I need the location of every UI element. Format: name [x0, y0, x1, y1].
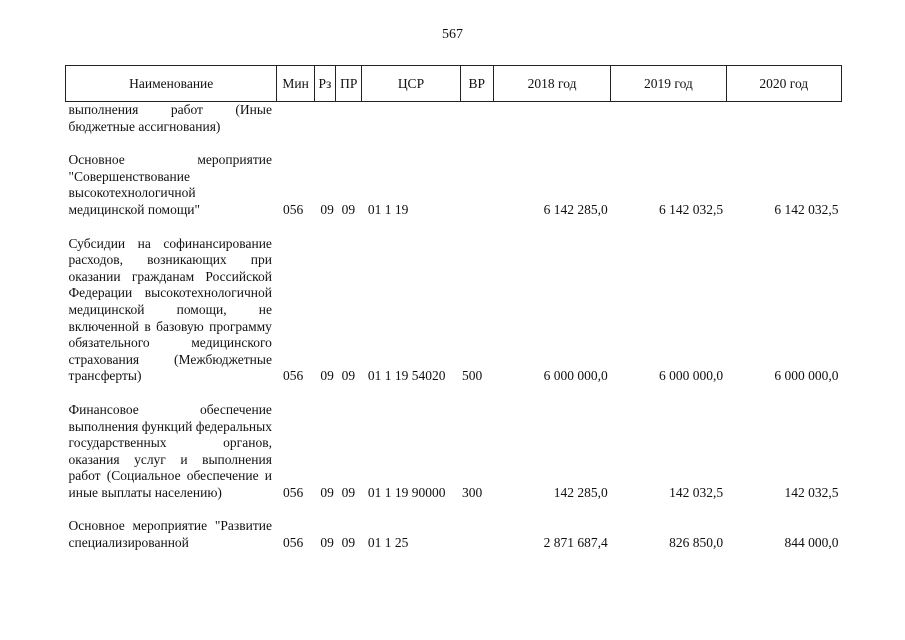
row-2020 — [726, 102, 841, 153]
table-row — [66, 402, 842, 519]
row-2019: 826 850,0 — [669, 535, 724, 551]
row-2018: 142 285,0 — [553, 484, 608, 500]
row-rz — [314, 102, 335, 153]
row-name: Субсидии на софинансирование расходов, возникающих при оказании гражданам Российской Федерации высокотехнологичной медицинской помощи, не включенной в базовую программу обязательного медицинского страхования (Межбюджетные трансферты) — [68, 235, 272, 384]
row-vr: 500 — [462, 368, 483, 384]
row-min: 056 — [282, 535, 304, 551]
header-2019: 2019 год — [611, 66, 726, 102]
row-pr: 09 — [341, 368, 356, 384]
header-vr: ВР — [460, 66, 493, 102]
row-2019: 6 142 032,5 — [658, 201, 724, 217]
budget-table — [65, 65, 842, 552]
table-row — [66, 102, 842, 153]
row-min: 056 — [282, 484, 304, 500]
row-min: 056 — [282, 201, 304, 217]
row-2018: 6 142 285,0 — [543, 201, 608, 217]
row-min — [277, 102, 314, 153]
row-pr: 09 — [341, 201, 356, 217]
row-2019: 142 032,5 — [669, 484, 724, 500]
row-vr — [460, 102, 493, 153]
header-2018: 2018 год — [493, 66, 610, 102]
row-csr: 01 1 19 90000 — [367, 484, 446, 500]
header-rz: Рз — [314, 66, 335, 102]
header-name: Наименование — [66, 66, 277, 102]
row-2018: 2 871 687,4 — [543, 535, 608, 551]
header-2020: 2020 год — [726, 66, 841, 102]
table-header-row — [66, 66, 842, 102]
row-name: Основное мероприятие "Совершенствование высокотехнологичной медицинской помощи" — [68, 152, 272, 217]
table-row — [66, 518, 842, 551]
table-row — [66, 236, 842, 402]
row-pr — [336, 102, 362, 153]
row-name: Основное мероприятие "Развитие специализированной — [68, 518, 272, 551]
row-2020: 6 142 032,5 — [774, 201, 839, 217]
row-2020: 6 000 000,0 — [774, 368, 839, 384]
header-pr: ПР — [336, 66, 362, 102]
row-2018 — [493, 102, 610, 153]
row-pr: 09 — [341, 484, 356, 500]
row-name: Финансовое обеспечение выполнения функций федеральных государственных органов, оказания услуг и выполнения работ (Социальное обеспечение и иные выплаты населению) — [68, 401, 272, 500]
row-rz: 09 — [320, 368, 334, 384]
row-vr — [460, 152, 493, 235]
header-csr: ЦСР — [362, 66, 460, 102]
row-2018: 6 000 000,0 — [543, 368, 608, 384]
row-2019 — [611, 102, 726, 153]
row-csr: 01 1 19 — [367, 201, 409, 217]
row-csr — [362, 102, 460, 153]
row-vr: 300 — [462, 484, 483, 500]
page-number: 567 — [442, 27, 463, 42]
row-rz: 09 — [320, 535, 334, 551]
row-name: выполнения работ (Иные бюджетные ассигнования) — [68, 102, 272, 134]
row-2019: 6 000 000,0 — [658, 368, 724, 384]
row-csr: 01 1 25 — [367, 535, 409, 551]
row-csr: 01 1 19 54020 — [367, 368, 446, 384]
row-min: 056 — [282, 368, 304, 384]
row-2020: 844 000,0 — [784, 535, 839, 551]
row-rz: 09 — [320, 201, 334, 217]
row-rz: 09 — [320, 484, 334, 500]
row-vr — [460, 518, 493, 551]
row-pr: 09 — [341, 535, 356, 551]
row-2020: 142 032,5 — [784, 484, 839, 500]
table-row — [66, 152, 842, 235]
header-min: Мин — [277, 66, 314, 102]
